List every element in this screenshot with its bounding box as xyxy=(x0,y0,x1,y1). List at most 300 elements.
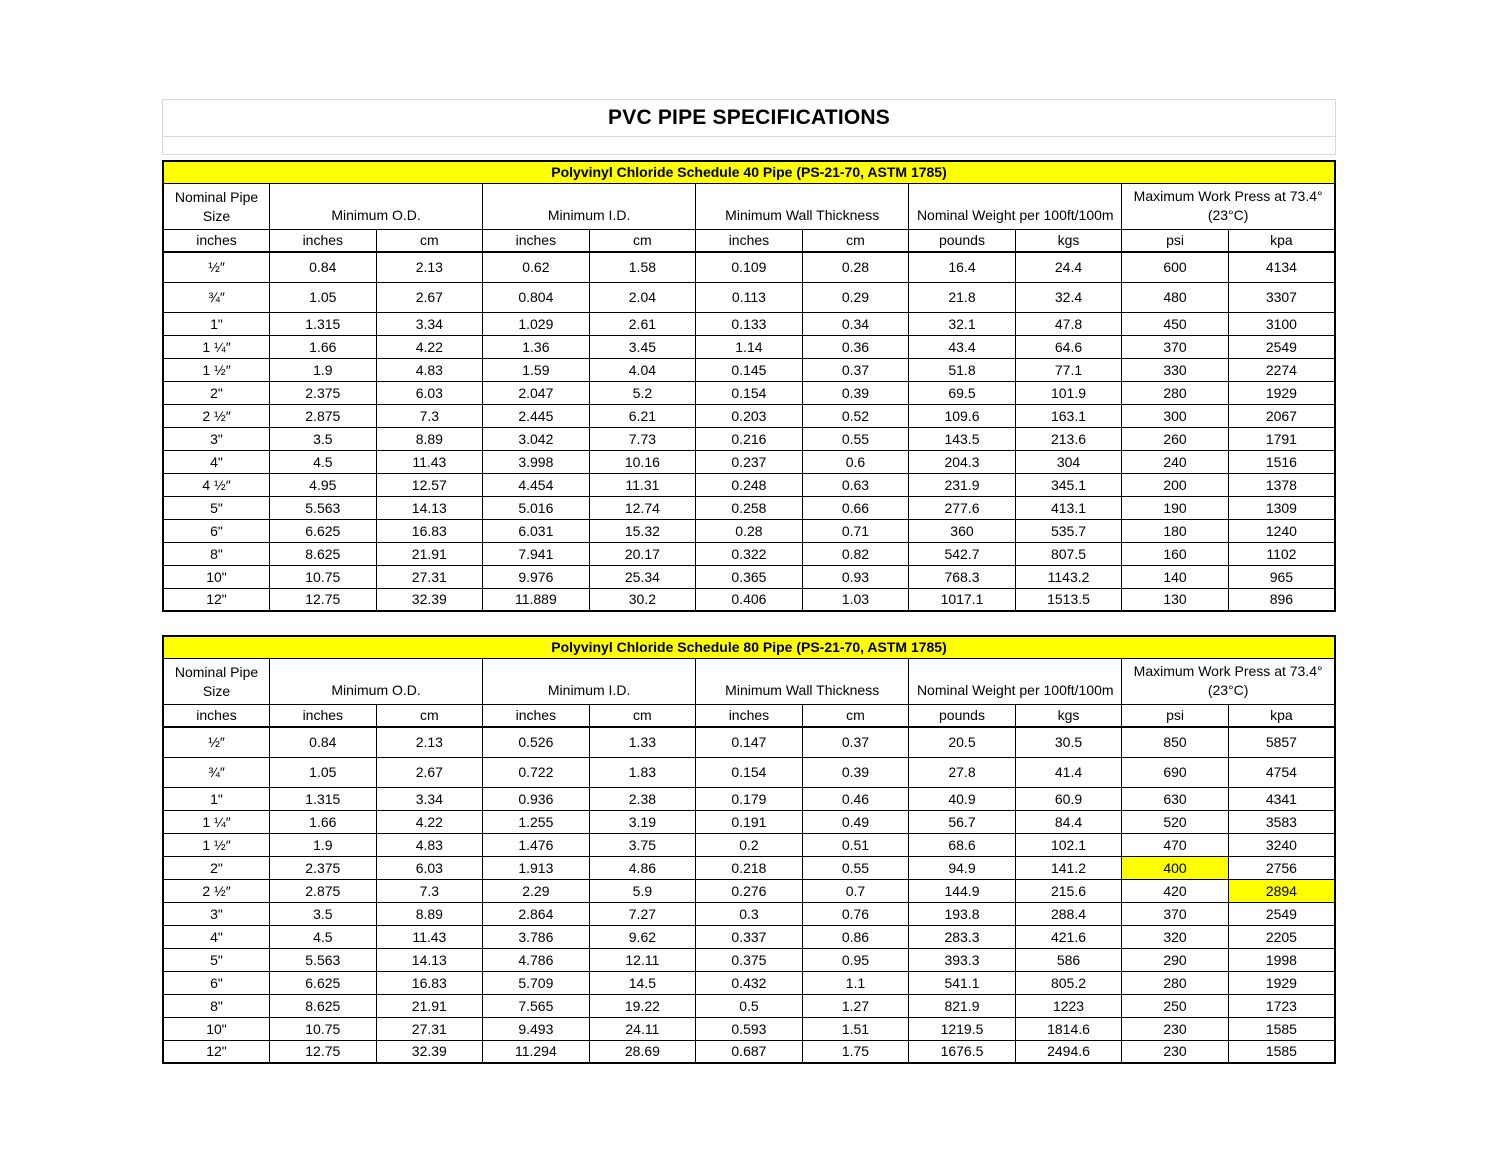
table-cell: 1.51 xyxy=(802,1017,909,1040)
table-cell: 7.941 xyxy=(483,542,590,565)
table-cell: 1.33 xyxy=(589,727,696,757)
table-cell: 64.6 xyxy=(1015,335,1122,358)
table-cell: 84.4 xyxy=(1015,810,1122,833)
table-cell: 1814.6 xyxy=(1015,1017,1122,1040)
table-cell: 0.7 xyxy=(802,879,909,902)
table-cell: 5857 xyxy=(1228,727,1335,757)
table-row xyxy=(163,948,1335,971)
table-cell: 2.67 xyxy=(376,282,483,312)
table-cell: 11.43 xyxy=(376,925,483,948)
table-cell: 15.32 xyxy=(589,519,696,542)
unit-header: psi xyxy=(1122,704,1229,727)
table-cell: 1.75 xyxy=(802,1040,909,1063)
table-row xyxy=(163,588,1335,611)
table-cell: 0.218 xyxy=(696,856,803,879)
table-cell: 0.109 xyxy=(696,252,803,282)
unit-header: cm xyxy=(589,229,696,252)
pipe-size-cell: 12" xyxy=(163,1040,270,1063)
table-cell: 12.75 xyxy=(270,1040,377,1063)
table-cell: 0.237 xyxy=(696,450,803,473)
unit-header: psi xyxy=(1122,229,1229,252)
table-cell: 1.315 xyxy=(270,312,377,335)
table-cell: 1223 xyxy=(1015,994,1122,1017)
table-cell: 32.39 xyxy=(376,1040,483,1063)
table-row xyxy=(163,542,1335,565)
table-cell: 141.2 xyxy=(1015,856,1122,879)
table-cell: 4.22 xyxy=(376,810,483,833)
table-cell: 0.76 xyxy=(802,902,909,925)
table-cell: 230 xyxy=(1122,1040,1229,1063)
unit-header: inches xyxy=(696,704,803,727)
pipe-size-cell: 4 ½″ xyxy=(163,473,270,496)
table-cell: 1.58 xyxy=(589,252,696,282)
pipe-size-cell: 2 ½″ xyxy=(163,879,270,902)
table-cell: 24.11 xyxy=(589,1017,696,1040)
pipe-size-cell: 1" xyxy=(163,312,270,335)
table-cell: 12.74 xyxy=(589,496,696,519)
table-cell: 4.5 xyxy=(270,925,377,948)
table-cell: 4134 xyxy=(1228,252,1335,282)
table-cell: 1.255 xyxy=(483,810,590,833)
table-row xyxy=(163,252,1335,282)
pipe-size-cell: ¾″ xyxy=(163,757,270,787)
table-cell: 21.91 xyxy=(376,994,483,1017)
table-cell: 330 xyxy=(1122,358,1229,381)
table-cell: 535.7 xyxy=(1015,519,1122,542)
table-cell: 1929 xyxy=(1228,971,1335,994)
table-cell: 0.147 xyxy=(696,727,803,757)
table-row xyxy=(163,787,1335,810)
table-cell: 1.83 xyxy=(589,757,696,787)
pipe-size-cell: 2 ½″ xyxy=(163,404,270,427)
table-cell: 94.9 xyxy=(909,856,1016,879)
table-row xyxy=(163,565,1335,588)
pipe-size-cell: 1 ¼″ xyxy=(163,810,270,833)
table-cell: 1.029 xyxy=(483,312,590,335)
column-group-header: Minimum Wall Thickness xyxy=(696,183,909,229)
table-cell: 0.2 xyxy=(696,833,803,856)
table-cell: 8.625 xyxy=(270,542,377,565)
unit-header: kpa xyxy=(1228,704,1335,727)
table-cell: 370 xyxy=(1122,335,1229,358)
sheet xyxy=(162,99,1336,1064)
table-cell: 0.3 xyxy=(696,902,803,925)
table-cell: 3.786 xyxy=(483,925,590,948)
table-cell: 0.375 xyxy=(696,948,803,971)
table-cell: 8.89 xyxy=(376,427,483,450)
table-cell: 7.3 xyxy=(376,879,483,902)
pipe-size-cell: 6" xyxy=(163,971,270,994)
unit-header: kgs xyxy=(1015,704,1122,727)
table-cell: 541.1 xyxy=(909,971,1016,994)
unit-header: pounds xyxy=(909,229,1016,252)
table-cell: 1.27 xyxy=(802,994,909,1017)
table-cell: 16.4 xyxy=(909,252,1016,282)
table-cell: 2.875 xyxy=(270,404,377,427)
table-row xyxy=(163,450,1335,473)
table-cell: 190 xyxy=(1122,496,1229,519)
table-cell: 51.8 xyxy=(909,358,1016,381)
table-row xyxy=(163,381,1335,404)
table-row xyxy=(163,404,1335,427)
table-row xyxy=(163,925,1335,948)
table-cell: 5.563 xyxy=(270,496,377,519)
schedule-40-grid xyxy=(162,160,1336,612)
table-cell: 3.75 xyxy=(589,833,696,856)
table-cell: 0.432 xyxy=(696,971,803,994)
table-cell: 2.04 xyxy=(589,282,696,312)
column-group-header: Nominal Pipe Size xyxy=(163,183,270,229)
table-cell: 1791 xyxy=(1228,427,1335,450)
schedule-80-grid xyxy=(162,635,1336,1064)
table-row xyxy=(163,856,1335,879)
table-cell: 69.5 xyxy=(909,381,1016,404)
unit-header: pounds xyxy=(909,704,1016,727)
table-cell: 0.28 xyxy=(802,252,909,282)
table-cell: 101.9 xyxy=(1015,381,1122,404)
table-cell: 4.04 xyxy=(589,358,696,381)
unit-header: cm xyxy=(376,704,483,727)
column-group-header: Nominal Weight per 100ft/100m xyxy=(909,658,1122,704)
table-cell: 20.17 xyxy=(589,542,696,565)
table-cell: 4.83 xyxy=(376,358,483,381)
table-cell: 3240 xyxy=(1228,833,1335,856)
table-cell: 280 xyxy=(1122,971,1229,994)
page-title: PVC PIPE SPECIFICATIONS xyxy=(162,99,1336,137)
table-caption: Polyvinyl Chloride Schedule 40 Pipe (PS-21-70, ASTM 1785) xyxy=(163,161,1335,183)
pipe-size-cell: 10" xyxy=(163,1017,270,1040)
table-row xyxy=(163,358,1335,381)
table-cell: 1.05 xyxy=(270,757,377,787)
table-cell: 140 xyxy=(1122,565,1229,588)
table-cell: 3.998 xyxy=(483,450,590,473)
table-cell: 213.6 xyxy=(1015,427,1122,450)
table-row xyxy=(163,473,1335,496)
table-cell: 9.976 xyxy=(483,565,590,588)
table-cell: 2.29 xyxy=(483,879,590,902)
table-cell: 0.71 xyxy=(802,519,909,542)
table-cell: 0.66 xyxy=(802,496,909,519)
table-cell: 1.913 xyxy=(483,856,590,879)
column-group-header: Minimum O.D. xyxy=(270,183,483,229)
table-cell: 768.3 xyxy=(909,565,1016,588)
table-cell: 2.375 xyxy=(270,381,377,404)
table-cell: 204.3 xyxy=(909,450,1016,473)
table-cell: 1143.2 xyxy=(1015,565,1122,588)
table-cell: 144.9 xyxy=(909,879,1016,902)
table-cell: 896 xyxy=(1228,588,1335,611)
column-group-header: Minimum Wall Thickness xyxy=(696,658,909,704)
table-row xyxy=(163,427,1335,450)
table-cell: 5.563 xyxy=(270,948,377,971)
pipe-size-cell: 4" xyxy=(163,450,270,473)
table-cell: 11.43 xyxy=(376,450,483,473)
unit-header: cm xyxy=(376,229,483,252)
table-cell: 1.1 xyxy=(802,971,909,994)
table-cell: 0.687 xyxy=(696,1040,803,1063)
table-cell: 420 xyxy=(1122,879,1229,902)
table-cell: 16.83 xyxy=(376,519,483,542)
table-cell: 24.4 xyxy=(1015,252,1122,282)
table-cell: 2.13 xyxy=(376,252,483,282)
table-cell: 9.493 xyxy=(483,1017,590,1040)
table-row xyxy=(163,1017,1335,1040)
table-cell: 0.82 xyxy=(802,542,909,565)
title-spacer xyxy=(162,137,1336,155)
column-group-header: Minimum I.D. xyxy=(483,658,696,704)
table-cell: 421.6 xyxy=(1015,925,1122,948)
table-cell: 10.75 xyxy=(270,1017,377,1040)
table-row xyxy=(163,282,1335,312)
table-cell: 0.133 xyxy=(696,312,803,335)
table-cell: 542.7 xyxy=(909,542,1016,565)
table-cell: 77.1 xyxy=(1015,358,1122,381)
table-cell: 215.6 xyxy=(1015,879,1122,902)
table-row xyxy=(163,902,1335,925)
table-cell: 0.39 xyxy=(802,381,909,404)
table-cell: 320 xyxy=(1122,925,1229,948)
unit-header: inches xyxy=(696,229,803,252)
table-cell: 0.93 xyxy=(802,565,909,588)
table-cell: 2067 xyxy=(1228,404,1335,427)
table-cell: 3.19 xyxy=(589,810,696,833)
table-caption: Polyvinyl Chloride Schedule 80 Pipe (PS-21-70, ASTM 1785) xyxy=(163,636,1335,658)
unit-header: inches xyxy=(270,229,377,252)
table-cell: 0.154 xyxy=(696,381,803,404)
table-cell: 6.625 xyxy=(270,971,377,994)
table-cell: 0.179 xyxy=(696,787,803,810)
table-cell: 3.34 xyxy=(376,312,483,335)
table-cell: 2756 xyxy=(1228,856,1335,879)
table-cell: 0.86 xyxy=(802,925,909,948)
table-cell: 7.73 xyxy=(589,427,696,450)
table-cell: 12.11 xyxy=(589,948,696,971)
highlighted-cell: 2894 xyxy=(1228,879,1335,902)
pipe-size-cell: ½″ xyxy=(163,252,270,282)
table-cell: 68.6 xyxy=(909,833,1016,856)
table-cell: 4.786 xyxy=(483,948,590,971)
table-cell: 6.03 xyxy=(376,381,483,404)
table-row xyxy=(163,727,1335,757)
table-cell: 1585 xyxy=(1228,1040,1335,1063)
table-cell: 4.86 xyxy=(589,856,696,879)
unit-header: kgs xyxy=(1015,229,1122,252)
table-cell: 0.203 xyxy=(696,404,803,427)
unit-header: inches xyxy=(483,704,590,727)
table-cell: 1998 xyxy=(1228,948,1335,971)
table-cell: 6.031 xyxy=(483,519,590,542)
table-cell: 600 xyxy=(1122,252,1229,282)
table-row xyxy=(163,994,1335,1017)
table-cell: 0.936 xyxy=(483,787,590,810)
table-cell: 2.61 xyxy=(589,312,696,335)
table-cell: 10.16 xyxy=(589,450,696,473)
table-cell: 3.45 xyxy=(589,335,696,358)
table-cell: 1.315 xyxy=(270,787,377,810)
table-cell: 283.3 xyxy=(909,925,1016,948)
column-group-header: Minimum I.D. xyxy=(483,183,696,229)
table-cell: 0.63 xyxy=(802,473,909,496)
table-cell: 2.13 xyxy=(376,727,483,757)
column-group-header: Minimum O.D. xyxy=(270,658,483,704)
table-cell: 32.1 xyxy=(909,312,1016,335)
table-cell: 805.2 xyxy=(1015,971,1122,994)
table-cell: 6.03 xyxy=(376,856,483,879)
table-cell: 0.84 xyxy=(270,252,377,282)
table-cell: 1.14 xyxy=(696,335,803,358)
pipe-size-cell: 1 ½″ xyxy=(163,833,270,856)
table-cell: 413.1 xyxy=(1015,496,1122,519)
table-row xyxy=(163,312,1335,335)
table-cell: 0.84 xyxy=(270,727,377,757)
table-cell: 180 xyxy=(1122,519,1229,542)
column-group-header: Maximum Work Press at 73.4° (23°C) xyxy=(1122,183,1335,229)
table-cell: 0.216 xyxy=(696,427,803,450)
table-cell: 0.62 xyxy=(483,252,590,282)
table-cell: 3.34 xyxy=(376,787,483,810)
table-cell: 8.89 xyxy=(376,902,483,925)
table-cell: 193.8 xyxy=(909,902,1016,925)
table-cell: 630 xyxy=(1122,787,1229,810)
table-cell: 807.5 xyxy=(1015,542,1122,565)
table-cell: 0.322 xyxy=(696,542,803,565)
table-cell: 1.05 xyxy=(270,282,377,312)
table-cell: 3307 xyxy=(1228,282,1335,312)
table-row xyxy=(163,971,1335,994)
table-cell: 360 xyxy=(909,519,1016,542)
table-cell: 450 xyxy=(1122,312,1229,335)
table-cell: 109.6 xyxy=(909,404,1016,427)
schedule-40-table xyxy=(162,160,1336,612)
table-row xyxy=(163,810,1335,833)
table-cell: 3.5 xyxy=(270,427,377,450)
table-cell: 27.31 xyxy=(376,1017,483,1040)
table-cell: 0.113 xyxy=(696,282,803,312)
table-cell: 7.27 xyxy=(589,902,696,925)
table-cell: 0.276 xyxy=(696,879,803,902)
pipe-size-cell: 1 ½″ xyxy=(163,358,270,381)
table-cell: 4.5 xyxy=(270,450,377,473)
table-cell: 1.9 xyxy=(270,358,377,381)
table-cell: 12.75 xyxy=(270,588,377,611)
table-cell: 200 xyxy=(1122,473,1229,496)
table-cell: 3.042 xyxy=(483,427,590,450)
pipe-size-cell: 10" xyxy=(163,565,270,588)
pipe-size-cell: 8" xyxy=(163,994,270,1017)
table-cell: 19.22 xyxy=(589,994,696,1017)
table-cell: 470 xyxy=(1122,833,1229,856)
pipe-size-cell: 3" xyxy=(163,427,270,450)
table-cell: 2.864 xyxy=(483,902,590,925)
table-cell: 1585 xyxy=(1228,1017,1335,1040)
table-row xyxy=(163,496,1335,519)
table-cell: 520 xyxy=(1122,810,1229,833)
table-cell: 0.37 xyxy=(802,358,909,381)
table-cell: 965 xyxy=(1228,565,1335,588)
table-cell: 290 xyxy=(1122,948,1229,971)
column-group-header: Nominal Pipe Size xyxy=(163,658,270,704)
table-cell: 0.28 xyxy=(696,519,803,542)
table-cell: 277.6 xyxy=(909,496,1016,519)
table-row xyxy=(163,757,1335,787)
table-cell: 16.83 xyxy=(376,971,483,994)
table-cell: 0.37 xyxy=(802,727,909,757)
schedule-80-table xyxy=(162,635,1336,1064)
table-cell: 0.52 xyxy=(802,404,909,427)
table-cell: 7.3 xyxy=(376,404,483,427)
table-cell: 20.5 xyxy=(909,727,1016,757)
table-cell: 0.34 xyxy=(802,312,909,335)
pipe-size-cell: 6" xyxy=(163,519,270,542)
table-cell: 480 xyxy=(1122,282,1229,312)
table-cell: 27.31 xyxy=(376,565,483,588)
table-cell: 4.95 xyxy=(270,473,377,496)
table-cell: 5.016 xyxy=(483,496,590,519)
pipe-size-cell: 5" xyxy=(163,948,270,971)
table-cell: 2.047 xyxy=(483,381,590,404)
unit-header: kpa xyxy=(1228,229,1335,252)
table-cell: 40.9 xyxy=(909,787,1016,810)
table-cell: 11.31 xyxy=(589,473,696,496)
table-cell: 1.66 xyxy=(270,810,377,833)
table-cell: 230 xyxy=(1122,1017,1229,1040)
table-cell: 1.66 xyxy=(270,335,377,358)
table-cell: 28.69 xyxy=(589,1040,696,1063)
table-cell: 102.1 xyxy=(1015,833,1122,856)
table-cell: 6.625 xyxy=(270,519,377,542)
table-cell: 14.13 xyxy=(376,496,483,519)
table-cell: 12.57 xyxy=(376,473,483,496)
pipe-size-cell: 2" xyxy=(163,381,270,404)
table-cell: 0.406 xyxy=(696,588,803,611)
table-cell: 1516 xyxy=(1228,450,1335,473)
table-cell: 5.9 xyxy=(589,879,696,902)
table-cell: 1219.5 xyxy=(909,1017,1016,1040)
table-cell: 2.67 xyxy=(376,757,483,787)
table-cell: 1017.1 xyxy=(909,588,1016,611)
table-cell: 586 xyxy=(1015,948,1122,971)
table-cell: 0.154 xyxy=(696,757,803,787)
unit-header: inches xyxy=(270,704,377,727)
table-cell: 4.83 xyxy=(376,833,483,856)
column-group-header: Maximum Work Press at 73.4° (23°C) xyxy=(1122,658,1335,704)
unit-header: cm xyxy=(802,229,909,252)
table-cell: 370 xyxy=(1122,902,1229,925)
unit-header: inches xyxy=(163,704,270,727)
table-cell: 260 xyxy=(1122,427,1229,450)
table-row xyxy=(163,879,1335,902)
table-cell: 2549 xyxy=(1228,335,1335,358)
table-cell: 2.38 xyxy=(589,787,696,810)
table-cell: 250 xyxy=(1122,994,1229,1017)
table-cell: 0.337 xyxy=(696,925,803,948)
table-cell: 143.5 xyxy=(909,427,1016,450)
table-cell: 5.709 xyxy=(483,971,590,994)
pipe-size-cell: ¾″ xyxy=(163,282,270,312)
unit-header: cm xyxy=(589,704,696,727)
pipe-size-cell: 1 ¼″ xyxy=(163,335,270,358)
unit-header: cm xyxy=(802,704,909,727)
table-cell: 0.95 xyxy=(802,948,909,971)
table-cell: 1.36 xyxy=(483,335,590,358)
unit-header: inches xyxy=(163,229,270,252)
pipe-size-cell: ½″ xyxy=(163,727,270,757)
table-cell: 821.9 xyxy=(909,994,1016,1017)
table-cell: 2.875 xyxy=(270,879,377,902)
table-row xyxy=(163,833,1335,856)
pipe-size-cell: 2" xyxy=(163,856,270,879)
table-cell: 6.21 xyxy=(589,404,696,427)
